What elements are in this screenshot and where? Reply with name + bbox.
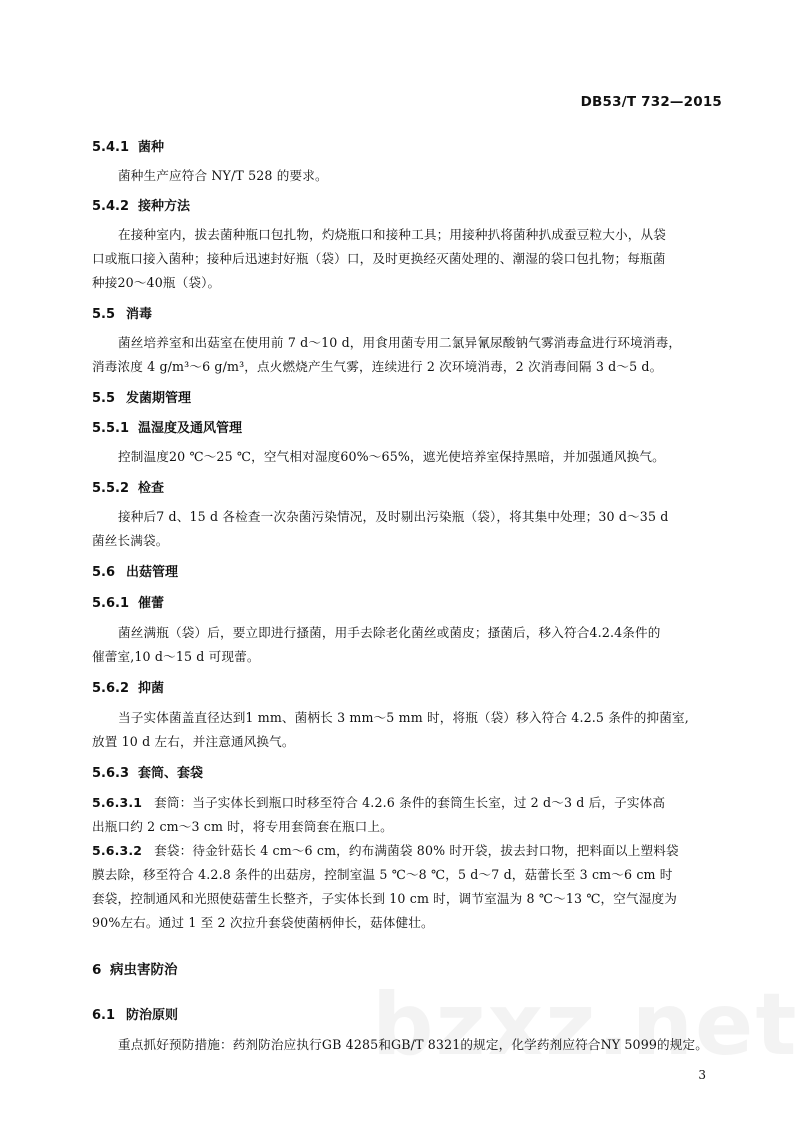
heading-5-5-2 [92, 477, 164, 496]
section-number: 6 [92, 962, 102, 978]
clause-text: 套袋：待金针菇长 4 cm～6 cm，约布满菌袋 80% 时开袋，拔去封口物，把料面以上塑料袋 [154, 843, 679, 858]
heading-5-4-2 [92, 195, 190, 214]
section-title: 出菇管理 [126, 565, 179, 580]
section-title: 检查 [138, 481, 165, 496]
heading-5-6-3 [92, 762, 203, 781]
paragraph-line: 菌丝满瓶（袋）后，要立即进行搔菌，用手去除老化菌丝或菌皮；搔菌后，移入符合4.2.4条件的 [118, 625, 661, 640]
standard-code: DB53/T 732—2015 [580, 94, 722, 110]
section-number: 5.5.1 [92, 421, 130, 436]
clause-number: 5.6.3.1 [92, 795, 143, 810]
section-number: 5.5 [92, 307, 116, 322]
paragraph-line: 套袋，控制通风和光照使菇蕾生长整齐，子实体长到 10 cm 时，调节室温为 8 ℃～13 ℃，空气湿度为 [92, 891, 678, 906]
section-title: 抑菌 [138, 681, 165, 696]
heading-5-5-disinfection [92, 303, 152, 322]
paragraph-line: 催蕾室,10 d～15 d 可现蕾。 [92, 649, 260, 664]
clause-text: 套筒：当子实体长到瓶口时移至符合 4.2.6 条件的套筒生长室，过 2 d～3 d 后，子实体高 [154, 795, 666, 810]
paragraph-line: 口或瓶口接入菌种；接种后迅速封好瓶（袋）口，及时更换经灭菌处理的、潮湿的袋口包扎物；每瓶菌 [92, 251, 666, 266]
section-number: 5.6.2 [92, 681, 130, 696]
paragraph-line: 当子实体菌盖直径达到1 mm、菌柄长 3 mm～5 mm 时，将瓶（袋）移入符合 4.2.5 条件的抑菌室, [118, 710, 689, 725]
section-number: 5.4.2 [92, 199, 130, 214]
section-number: 5.5 [92, 391, 116, 406]
section-number: 5.6.3 [92, 766, 130, 781]
section-title: 温湿度及通风管理 [138, 421, 243, 436]
section-title: 防治原则 [126, 1008, 179, 1023]
paragraph-line: 重点抓好预防措施：药剂防治应执行GB 4285和GB/T 8321的规定，化学药剂应符合NY 5099的规定。 [118, 1037, 709, 1052]
heading-5-6-2 [92, 677, 164, 696]
heading-5-4-1 [92, 136, 164, 155]
paragraph-line: 膜去除，移至符合 4.2.8 条件的出菇房，控制室温 5 ℃～8 ℃，5 d～7 d，菇蕾长至 3 cm～6 cm 时 [92, 867, 673, 882]
paragraph-line: 在接种室内，拔去菌种瓶口包扎物，灼烧瓶口和接种工具；用接种扒将菌种扒成蚕豆粒大小，从袋 [118, 227, 666, 242]
paragraph-line: 控制温度20 ℃～25 ℃，空气相对湿度60%～65%，遮光使培养室保持黑暗，并加强通风换气。 [118, 449, 665, 464]
section-number: 5.6 [92, 565, 116, 580]
section-title: 消毒 [126, 307, 153, 322]
paragraph-line: 消毒浓度 4 g/m³～6 g/m³，点火燃烧产生气雾，连续进行 2 次环境消毒，2 次消毒间隔 3 d～5 d。 [92, 359, 663, 374]
paragraph-line: 菌丝长满袋。 [92, 533, 169, 548]
clause-5-6-3-2 [92, 840, 679, 859]
section-number: 5.6.1 [92, 596, 130, 611]
page-number: 3 [698, 1068, 706, 1082]
section-title: 病虫害防治 [110, 962, 178, 978]
paragraph-line: 接种后7 d、15 d 各检查一次杂菌污染情况，及时剔出污染瓶（袋），将其集中处理；30 d～35 d [118, 509, 669, 524]
section-title: 套筒、套袋 [138, 766, 204, 781]
clause-number: 5.6.3.2 [92, 843, 143, 858]
section-title: 催蕾 [138, 596, 165, 611]
paragraph-line: 种接20～40瓶（袋）。 [92, 275, 221, 290]
heading-5-5-spawn-running [92, 387, 191, 406]
section-number: 6.1 [92, 1008, 116, 1023]
clause-5-6-3-1 [92, 792, 665, 811]
heading-6 [92, 958, 178, 978]
heading-6-1 [92, 1004, 178, 1023]
watermark [372, 975, 798, 1075]
paragraph-line: 菌种生产应符合 NY/T 528 的要求。 [118, 168, 328, 183]
heading-5-6-1 [92, 592, 164, 611]
section-title: 发菌期管理 [126, 391, 192, 406]
heading-5-5-1 [92, 417, 242, 436]
paragraph-line: 90%左右。通过 1 至 2 次拉升套袋使菌柄伸长，菇体健壮。 [92, 915, 434, 930]
section-number: 5.5.2 [92, 481, 130, 496]
paragraph-line: 菌丝培养室和出菇室在使用前 7 d～10 d，用食用菌专用二氯异氰尿酸钠气雾消毒盒进行环境消毒， [118, 335, 682, 350]
section-title: 接种方法 [138, 199, 191, 214]
section-number: 5.4.1 [92, 140, 130, 155]
section-title: 菌种 [138, 140, 165, 155]
paragraph-line: 放置 10 d 左右，并注意通风换气。 [92, 734, 295, 749]
heading-5-6 [92, 561, 178, 580]
paragraph-line: 出瓶口约 2 cm～3 cm 时，将专用套筒套在瓶口上。 [92, 819, 393, 834]
